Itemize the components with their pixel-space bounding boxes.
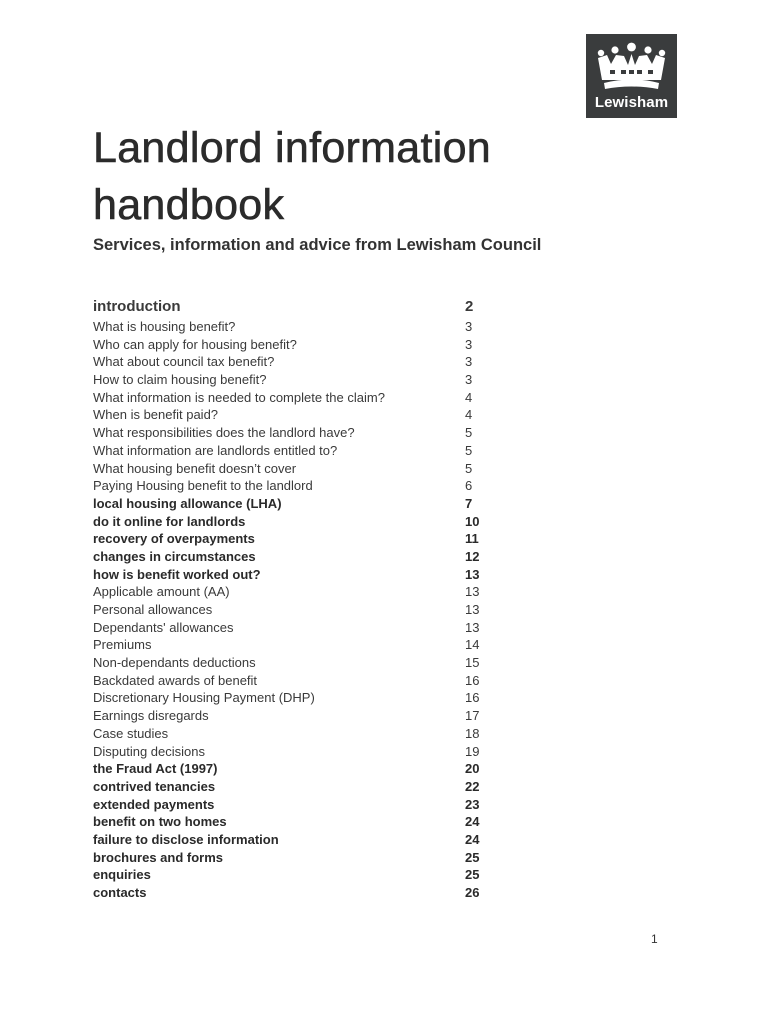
toc-entry-label: local housing allowance (LHA) <box>93 495 282 511</box>
toc-entry <box>93 389 493 407</box>
crown-icon <box>595 40 668 92</box>
toc-entry <box>93 760 493 778</box>
toc-entry-page: 6 <box>465 478 473 494</box>
toc-entry-label: benefit on two homes <box>93 814 227 830</box>
toc-entry <box>93 725 493 743</box>
toc-entry-page: 24 <box>465 831 480 847</box>
toc-entry-label: Case studies <box>93 725 169 741</box>
toc-entry-label: What is housing benefit? <box>93 319 236 334</box>
toc-entry-label: What about council tax benefit? <box>93 354 275 370</box>
toc-entry-page: 7 <box>465 495 473 511</box>
toc-entry <box>93 513 493 531</box>
toc-entry <box>93 884 493 902</box>
toc-entry-label: Dependants' allowances <box>93 619 234 635</box>
toc-entry-page: 20 <box>465 761 480 777</box>
title-line-1: Landlord information <box>93 124 492 172</box>
toc-entry-page: 3 <box>465 319 473 334</box>
toc-entry-page: 5 <box>465 425 473 441</box>
toc-entry-label: how is benefit worked out? <box>93 566 261 582</box>
toc-entry <box>93 636 493 654</box>
toc-entry-page: 2 <box>465 298 474 315</box>
toc-entry-page: 14 <box>465 637 480 653</box>
toc-entry <box>93 296 493 318</box>
toc-entry <box>93 495 493 513</box>
toc-entry <box>93 477 493 495</box>
toc-entry-label: recovery of overpayments <box>93 531 255 547</box>
subtitle: Services, information and advice from Lewisham Council <box>93 236 542 254</box>
toc-entry <box>93 778 493 796</box>
toc-entry <box>93 654 493 672</box>
lewisham-logo <box>586 34 677 118</box>
toc-entry <box>93 566 493 584</box>
toc-entry-label: What information are landlords entitled to? <box>93 442 338 458</box>
toc-entry-page: 25 <box>465 867 480 883</box>
toc-entry-label: What housing benefit doesn’t cover <box>93 460 297 476</box>
toc-entry-page: 10 <box>465 513 480 529</box>
toc-entry-label: Applicable amount (AA) <box>93 584 230 600</box>
toc-entry-page: 4 <box>465 407 473 423</box>
toc-entry-page: 22 <box>465 778 480 794</box>
toc-entry-page: 16 <box>465 672 480 688</box>
toc-entry-page: 3 <box>465 372 473 388</box>
toc-entry-label: Who can apply for housing benefit? <box>93 336 297 352</box>
toc-entry-page: 3 <box>465 336 473 352</box>
toc-entry-label: Premiums <box>93 637 152 653</box>
logo-text: Lewisham <box>594 94 669 111</box>
toc-entry <box>93 849 493 867</box>
toc-entry-page: 13 <box>465 584 480 600</box>
toc-entry-page: 23 <box>465 796 480 812</box>
toc-entry-label: extended payments <box>93 796 215 812</box>
toc-entry-page: 26 <box>465 885 480 900</box>
table-of-contents <box>93 296 493 902</box>
toc-entry-label: contacts <box>93 885 147 900</box>
toc-entry-page: 13 <box>465 619 480 635</box>
toc-entry <box>93 689 493 707</box>
toc-entry-label: do it online for landlords <box>93 513 246 529</box>
toc-entry <box>93 866 493 884</box>
toc-entry <box>93 424 493 442</box>
toc-entry <box>93 530 493 548</box>
toc-entry-page: 24 <box>465 814 480 830</box>
toc-entry-page: 13 <box>465 566 480 582</box>
toc-entry <box>93 743 493 761</box>
toc-entry <box>93 353 493 371</box>
toc-entry-label: What responsibilities does the landlord have? <box>93 425 355 441</box>
toc-entry <box>93 619 493 637</box>
toc-entry-page: 16 <box>465 690 480 706</box>
toc-entry-label: enquiries <box>93 867 151 883</box>
toc-entry-label: contrived tenancies <box>93 778 216 794</box>
page-number: 1 <box>651 932 658 946</box>
toc-entry-label: Earnings disregards <box>93 708 209 724</box>
toc-entry-page: 5 <box>465 460 473 476</box>
toc-entry-label: Disputing decisions <box>93 743 206 759</box>
toc-entry-page: 13 <box>465 602 480 617</box>
toc-entry <box>93 831 493 849</box>
toc-entry <box>93 707 493 725</box>
toc-entry-label: introduction <box>93 298 181 315</box>
toc-entry-page: 18 <box>465 725 480 741</box>
toc-entry-page: 19 <box>465 743 480 759</box>
toc-entry-page: 11 <box>465 531 479 547</box>
toc-entry <box>93 796 493 814</box>
toc-entry <box>93 318 493 336</box>
toc-entry-label: Backdated awards of benefit <box>93 672 258 688</box>
toc-entry <box>93 442 493 460</box>
toc-entry <box>93 813 493 831</box>
toc-entry-page: 25 <box>465 849 480 865</box>
toc-entry <box>93 406 493 424</box>
toc-entry-label: changes in circumstances <box>93 548 256 564</box>
toc-entry-label: What information is needed to complete the claim? <box>93 389 385 405</box>
toc-entry <box>93 672 493 690</box>
toc-entry-label: brochures and forms <box>93 849 224 865</box>
toc-entry <box>93 460 493 478</box>
toc-entry-page: 3 <box>465 354 473 370</box>
toc-entry-page: 12 <box>465 548 480 564</box>
toc-entry <box>93 371 493 389</box>
toc-entry-label: Non-dependants deductions <box>93 655 256 671</box>
toc-entry-label: failure to disclose information <box>93 831 279 847</box>
page-title <box>93 120 491 234</box>
toc-entry-page: 4 <box>465 389 473 405</box>
toc-entry-page: 15 <box>465 655 480 671</box>
toc-entry <box>93 583 493 601</box>
toc-entry-label: Personal allowances <box>93 602 213 617</box>
toc-entry <box>93 548 493 566</box>
toc-entry-page: 17 <box>465 708 480 724</box>
toc-entry <box>93 336 493 354</box>
toc-entry-label: Paying Housing benefit to the landlord <box>93 478 313 494</box>
toc-entry-label: When is benefit paid? <box>93 407 219 423</box>
toc-entry-label: How to claim housing benefit? <box>93 372 267 388</box>
toc-entry-page: 5 <box>465 442 473 458</box>
title-line-2: handbook <box>93 181 285 229</box>
toc-entry-label: the Fraud Act (1997) <box>93 761 218 777</box>
toc-entry <box>93 601 493 619</box>
toc-entry-label: Discretionary Housing Payment (DHP) <box>93 690 315 706</box>
